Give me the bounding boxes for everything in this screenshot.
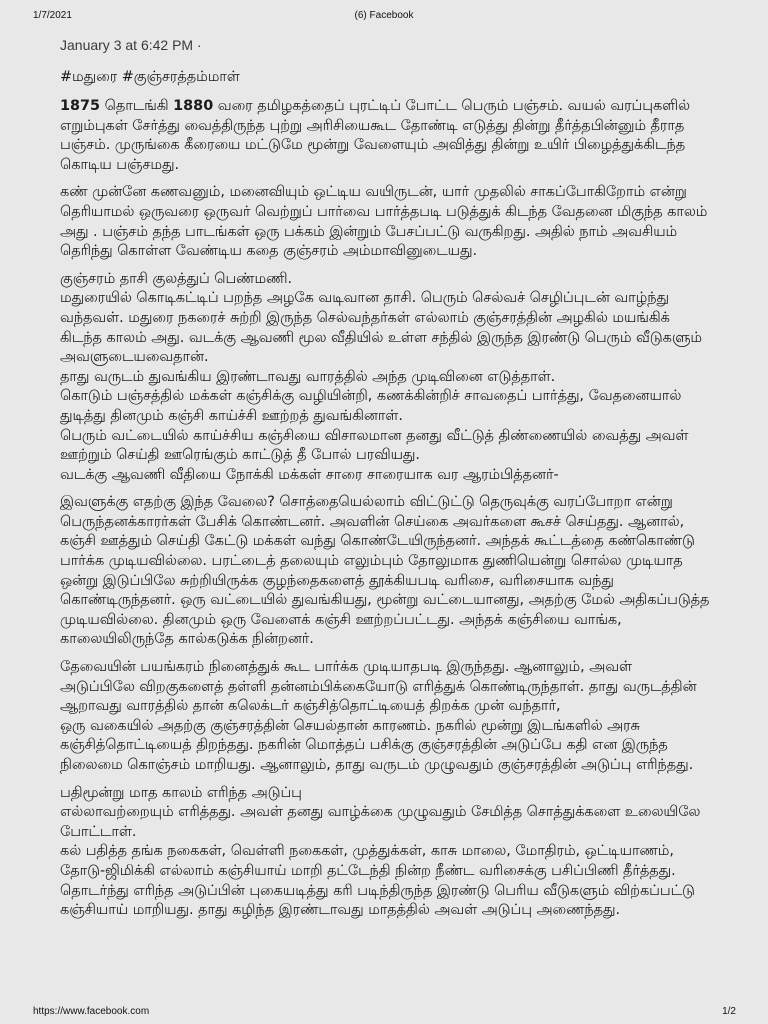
print-url: https://www.facebook.com [33,1006,150,1017]
post-paragraph: குஞ்சரம் தாசி குலத்துப் பெண்மணி. மதுரையில் கொடிகட்டிப் பறந்த அழகே வடிவான தாசி. பெரும் செல்வச் செழிப்புடன் வாழ்ந்து வந்தவள். மதுரை நகரைச் சுற்றி இருந்த செல்வந்தர்கள் எல்லாம் குஞ்சரத்தின் அழகில் மயங்கிக் கிடந்த காலம் அது. வடக்கு ஆவணி மூல வீதியில் உள்ள சந்தில் இருந்த இரண்டு பெரும் வீடுகளும் அவளுடையவைதான். தாது வருடம் துவங்கிய இரண்டாவது வாரத்தில் அந்த முடிவினை எடுத்தாள். கொடும் பஞ்சத்தில் மக்கள் கஞ்சிக்கு வழியின்றி, கணக்கின்றிச் சாவதைப் பார்த்து, வேதனையால் துடித்து தினமும் கஞ்சி காய்ச்சி ஊற்றத் துவங்கினாள். பெரும் வட்டையில் காய்ச்சிய கஞ்சியை விசாலமான தனது வீட்டுத் திண்ணையில் வைத்து அவள் ஊற்றும் செய்தி ஊரெங்கும் காட்டுத் தீ போல் பரவியது. வடக்கு ஆவணி வீதியை நோக்கி மக்கள் சாரை சாரையாக வர ஆரம்பித்தனர்- [60,270,702,483]
post-timestamp-link[interactable]: January 3 at 6:42 PM · [60,37,202,53]
post-paragraph: பதிமூன்று மாத காலம் எரிந்த அடுப்பு எல்லாவற்றையும் எரித்தது. அவள் தனது வாழ்க்கை முழுவதும் சேமித்த சொத்துக்களை உலையிலே போட்டாள். கல் பதித்த தங்க நகைகள், வெள்ளி நகைகள், முத்துக்கள், காசு மாலை, மோதிரம், ஒட்டியாணம், தோடு-ஜிமிக்கி எல்லாம் கஞ்சியாய் மாறி தட்டேந்தி நின்ற நீண்ட வரிசைக்கு பசிப்பிணி தீர்த்தது. தொடர்ந்து எரிந்த அடுப்பின் புகையடித்து கரி படிந்திருந்த இரண்டு பெரிய வீடுகளும் விற்கப்பட்டு கஞ்சியாய் மாறியது. தாது கழிந்த இரண்டாவது மாதத்தில் அவள் அடுப்பு அணைந்தது. [60,784,701,919]
post-paragraph-intro [60,97,710,175]
post-paragraph: கண் முன்னே கணவனும், மனைவியும் ஒட்டிய வயிருடன், யார் முதலில் சாகப்போகிறோம் என்று தெரியாமல் ஒருவரை ஒருவர் வெற்றுப் பார்வை பார்த்தபடி படுத்துக் கிடந்த வேதனை மிகுந்த காலம் அது . பஞ்சம் தந்த பாடங்கள் ஒரு பக்கம் இன்றும் பேசப்பட்டு வருகிறது. அதில் நாம் அவசியம் தெரிந்து கொள்ள வேண்டிய கதை குஞ்சரம் அம்மாவினுடையது. [60,184,708,260]
print-footer [0,1000,768,1024]
print-page-number: 1/2 [722,1006,736,1017]
print-header [0,0,768,30]
print-page-title: (6) Facebook [354,10,414,21]
post-hashtags[interactable]: #மதுரை #குஞ்சரத்தம்மாள் [60,69,240,85]
post-paragraph: இவளுக்கு எதற்கு இந்த வேலை? சொத்தையெல்லாம் விட்டுட்டு தெருவுக்கு வரப்போறா என்று பெருந்தனக்காரர்கள் பேசிக் கொண்டனர். அவளின் செய்கை அவர்களை கூசச் செய்தது. ஆனால், கஞ்சி ஊத்தும் செய்தி கேட்டு மக்கள் வந்து கொண்டேயிருந்தனர். அந்தக் கூட்டத்தை கண்கொண்டு பார்க்க முடியவில்லை. பரட்டைத் தலையும் எலும்பும் தோலுமாக துணியென்று சொல்ல முடியாத ஒன்று இடுப்பிலே சுற்றியிருக்க குழந்தைகளைத் தூக்கியபடி வரிசை, வரிசையாக வந்து கொண்டிருந்தனர். ஒரு வட்டையில் துவங்கியது, மூன்று வட்டையானது, அதற்கு மேல் அதிகப்படுத்த முடியவில்லை. தினமும் ஒரு வேளைக் கஞ்சி ஊற்றப்பட்டது. அந்தக் கஞ்சியை வாங்க, காலையிலிருந்தே கால்கடுக்க நின்றனர். [60,494,710,648]
intro-mid: தொடங்கி [100,98,174,114]
print-date: 1/7/2021 [33,10,72,21]
intro-rest: வரை தமிழகத்தைப் புரட்டிப் போட்ட பெரும் பஞ்சம். வயல் வரப்புகளில் எறும்புகள் சேர்த்து வைத்திருந்த புற்று அரிசியைகூட தோண்டி எடுத்து தின்று தீர்த்தபின்னும் தீராத பஞ்சம். முருங்கை கீரையை மட்டுமே மூன்று வேளையும் அவித்து தின்று உயிர் பிழைத்துக்கிடந்த கொடிய பஞ்சமது. [60,98,690,173]
intro-year-start: 1875 [60,98,101,114]
facebook-post [60,34,710,929]
post-timestamp [60,34,710,56]
intro-year-end: 1880 [173,98,214,114]
post-paragraph: தேவையின் பயங்கரம் நினைத்துக் கூட பார்க்க முடியாதபடி இருந்தது. ஆனாலும், அவள் அடுப்பிலே விறகுகளைத் தள்ளி தன்னம்பிக்கையோடு எரித்துக் கொண்டிருந்தாள். தாது வருடத்தின் ஆறாவது வாரத்தில் தான் கலெக்டர் கஞ்சித்தொட்டியைத் திறக்க முன் வந்தார், ஒரு வகையில் அதற்கு குஞ்சரத்தின் செயல்தான் காரணம். நகரில் மூன்று இடங்களில் அரசு கஞ்சித்தொட்டியைத் திறந்தது. நகரின் மொத்தப் பசிக்கு குஞ்சரத்தின் அடுப்பே கதி என இருந்த நிலைமை கொஞ்சம் மாறியது. ஆனாலும், தாது வருடம் முழுவதும் குஞ்சரத்தின் அடுப்பு எரிந்தது. [60,659,697,773]
